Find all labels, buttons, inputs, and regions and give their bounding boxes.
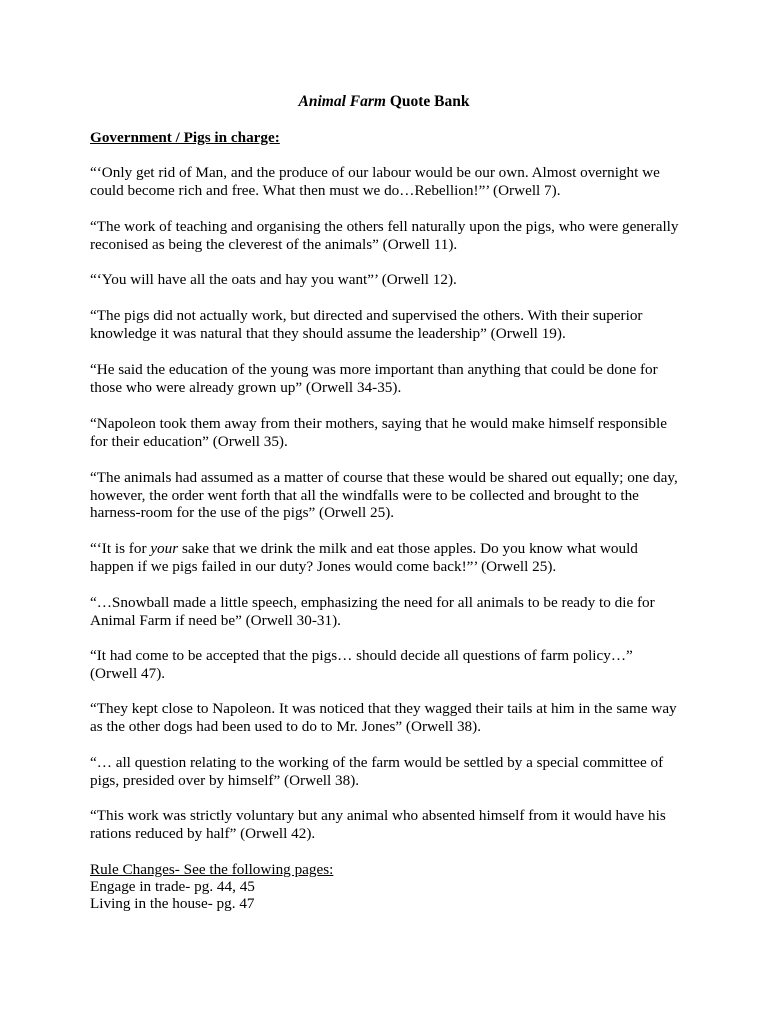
page-title xyxy=(0,93,768,111)
rule-changes-heading: Rule Changes- See the following pages: xyxy=(90,861,334,878)
quote-line: could become rich and free. What then must we do…Rebellion!”’ (Orwell 7). xyxy=(90,181,561,199)
section-heading: Government / Pigs in charge: xyxy=(90,129,280,146)
quote-line: “They kept close to Napoleon. It was noticed that they wagged their tails at him in the same way xyxy=(90,700,677,717)
rule-change-item: Engage in trade- pg. 44, 45 xyxy=(90,878,255,895)
quote-emphasis: your xyxy=(150,540,179,557)
quote-paragraph xyxy=(90,361,690,396)
quote-line: “‘Only get rid of Man, and the produce of our labour would be our own. Almost overnight we xyxy=(90,164,660,181)
quote-line: “The work of teaching and organising the others fell naturally upon the pigs, who were generally xyxy=(90,218,679,235)
quote-paragraph xyxy=(90,271,690,289)
quote-paragraph xyxy=(90,754,690,789)
quote-line: “The animals had assumed as a matter of course that these would be shared out equally; one day, xyxy=(90,469,678,486)
quote-paragraph xyxy=(90,469,690,522)
quote-line: those who were already grown up” (Orwell 34-35). xyxy=(90,378,402,396)
title-italic: Animal Farm xyxy=(298,93,386,110)
quote-line: pigs, presided over by himself” (Orwell 38). xyxy=(90,771,360,789)
quote-line-part: sake that we drink the milk and eat those apples. Do you know what would xyxy=(178,540,638,557)
quote-paragraph xyxy=(90,647,690,682)
quote-line: Animal Farm if need be” (Orwell 30-31). xyxy=(90,611,341,629)
quote-line: reconised as being the cleverest of the animals” (Orwell 11). xyxy=(90,235,458,253)
quote-line: “It had come to be accepted that the pigs… should decide all questions of farm policy…” xyxy=(90,647,633,664)
quote-line: harness-room for the use of the pigs” (Orwell 25). xyxy=(90,504,395,522)
quote-paragraph xyxy=(90,307,690,342)
quote-paragraph xyxy=(90,540,690,575)
quote-line: “This work was strictly voluntary but any animal who absented himself from it would have his xyxy=(90,807,666,824)
quote-paragraph xyxy=(90,807,690,842)
quote-line: “The pigs did not actually work, but directed and supervised the others. With their superior xyxy=(90,307,643,324)
quote-line: “He said the education of the young was more important than anything that could be done for xyxy=(90,361,658,378)
quote-line: “… all question relating to the working of the farm would be settled by a special committee of xyxy=(90,754,664,771)
quote-line: (Orwell 47). xyxy=(90,664,166,682)
quote-paragraph xyxy=(90,415,690,450)
quote-line: as the other dogs had been used to do to Mr. Jones” (Orwell 38). xyxy=(90,717,481,735)
rule-change-item: Living in the house- pg. 47 xyxy=(90,895,255,912)
quote-line: for their education” (Orwell 35). xyxy=(90,432,288,450)
quote-line-part: “‘It is for xyxy=(90,540,151,557)
quote-paragraph xyxy=(90,218,690,253)
title-rest: Quote Bank xyxy=(385,93,470,110)
quote-paragraph xyxy=(90,164,690,199)
quote-line: “…Snowball made a little speech, emphasizing the need for all animals to be ready to die for xyxy=(90,594,655,611)
quote-line: “Napoleon took them away from their mothers, saying that he would make himself responsible xyxy=(90,415,667,432)
quote-line: knowledge it was natural that they should assume the leadership” (Orwell 19). xyxy=(90,324,566,342)
quote-line: “‘You will have all the oats and hay you want”’ (Orwell 12). xyxy=(90,271,457,288)
quote-line: rations reduced by half” (Orwell 42). xyxy=(90,824,316,842)
quote-paragraph xyxy=(90,594,690,629)
quote-line: however, the order went forth that all the windfalls were to be collected and brought to the xyxy=(90,486,639,504)
quote-paragraph xyxy=(90,700,690,735)
quote-line: happen if we pigs failed in our duty? Jones would come back!”’ (Orwell 25). xyxy=(90,557,557,575)
